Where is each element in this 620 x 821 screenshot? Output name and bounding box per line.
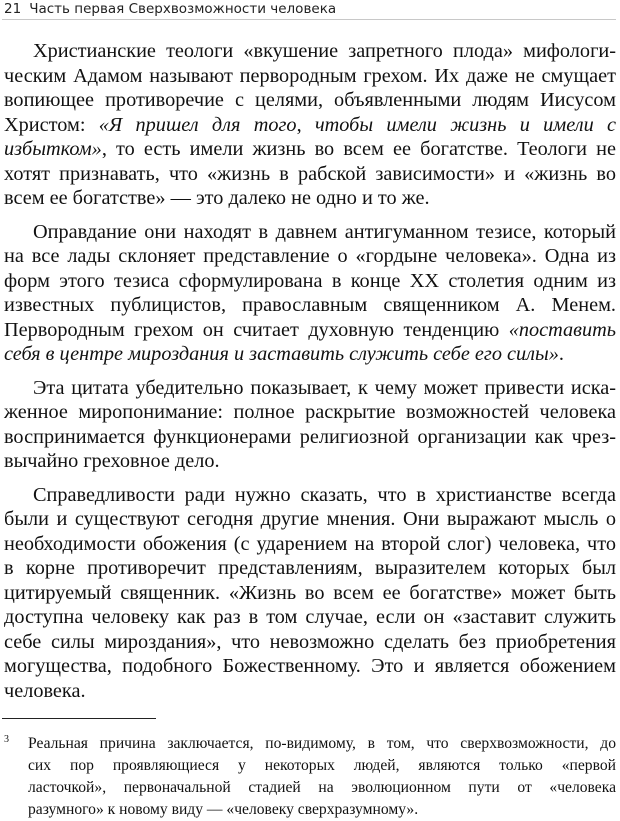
paragraph-2 [4, 220, 616, 367]
text-line: себе силы мироздания», что невозможно сделать без приобретения [4, 630, 616, 653]
text-line: доступна человеку как раз в том случае, если он «заставит служить [4, 606, 616, 628]
text-line: были и существуют сегодня другие мнения. Они выражают мысль о [4, 508, 616, 530]
running-header [4, 0, 616, 18]
footnote-line: разумного» к новому виду — «человеку сверхразумному». [28, 801, 419, 818]
text-line: Христианские теологи «вкушение запретного плода» мифологи- [33, 40, 616, 62]
footnote [4, 733, 616, 821]
text-line: воспринимается функционерами религиозной организации как чрез- [4, 425, 616, 448]
quote-span: «поставить [508, 318, 616, 341]
text-line: Справедливости ради нужно сказать, что в христианстве всегда [33, 483, 616, 506]
text-line: необходимости обожения (с ударением на второй слог) человека, что [4, 532, 616, 555]
quote-span: себя в центре мироздания и заставить служить себе его силы» [4, 343, 559, 365]
text-span: , то есть имели жизнь во всем ее богатстве. Теологи не [101, 138, 616, 160]
text-line [4, 113, 616, 138]
text-line: на все лады склоняет представление о «гордыне человека». Одна из [4, 245, 616, 267]
text-line: вопиющее противоречие с целями, объявленными людям Иисусом [4, 89, 616, 111]
text-line: Эта цитата убедительно показывает, к чему может привести иска- [33, 376, 616, 399]
page-number: 21 [4, 1, 22, 17]
chapter-title: Часть первая Сверхвозможности человека [29, 1, 337, 17]
footnote-marker: 3 [4, 734, 9, 745]
quote-span: «Я пришел для того [98, 113, 297, 136]
text-line [4, 137, 616, 162]
text-line: женное миропонимание: полное раскрытие возможностей человека [4, 401, 616, 423]
text-line: в корне противоречит представлениям, выразителем которых был [4, 557, 616, 579]
text-line: форм этого тезиса сформулирована в конце XX столетия одним из [4, 269, 616, 292]
text-line: всем ее богатстве» — это далеко не одно и то же. [4, 187, 430, 209]
quote-span: чтобы имели жизнь и имели с [314, 113, 617, 136]
text-span: Христом: [4, 113, 99, 136]
paragraph-1 [4, 39, 616, 211]
text-line: хотят признавать, что «жизнь в рабской зависимости» и «жизнь во [4, 162, 616, 185]
text-span: , [296, 113, 315, 136]
text-line [4, 318, 616, 343]
paragraph-3 [4, 376, 616, 474]
footnote-divider [2, 718, 156, 719]
text-span: . [558, 343, 564, 365]
header-divider [2, 19, 616, 20]
quote-span: избытком» [4, 138, 102, 160]
text-line: человека. [4, 679, 86, 702]
text-line: могущества, подобного Божественному. Это и является обожением [4, 655, 616, 677]
footnote-line: сих пор проявляющиеся у некоторых людей, являются только «первой [28, 757, 616, 774]
footnote-line: Реальная причина заключается, по-видимому, в том, что сверхвозможности, до [28, 735, 616, 752]
text-line: Оправдание они находят в давнем антигуманном тезисе, который [33, 220, 616, 243]
text-line [4, 342, 616, 367]
text-span: Первородным грехом он считает духовную тенденцию [4, 318, 509, 341]
text-line: ческим Адамом называют первородным грехом. Их даже не смущает [4, 64, 616, 87]
paragraph-4 [4, 483, 616, 704]
footnote-line: ласточкой», первоначальной стадией на эволюционном пути от «человека [28, 779, 616, 796]
text-line: цитируемый священник. «Жизнь во всем ее богатстве» может быть [4, 581, 616, 604]
text-line: известных публицистов, православным священником А. Менем. [4, 294, 616, 316]
main-text [4, 39, 616, 703]
text-line: вычайно греховное дело. [4, 450, 220, 472]
